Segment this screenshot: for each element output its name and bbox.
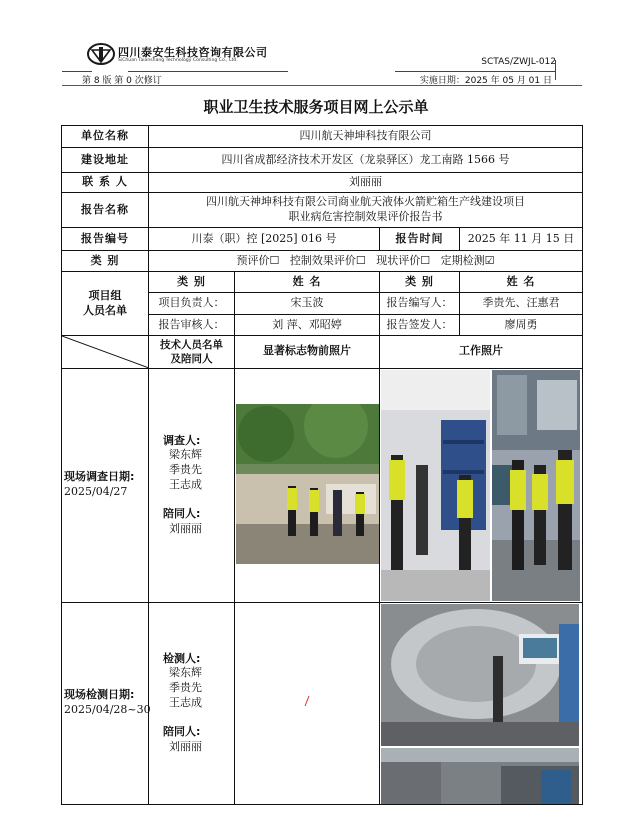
- col-type-header: 类 别: [149, 272, 235, 293]
- category-periodic-test[interactable]: [441, 254, 495, 267]
- edition-info: 第 8 版 第 0 次修订: [82, 76, 162, 86]
- testing-staff-cell: [149, 602, 235, 804]
- escort-name: 刘丽丽: [169, 739, 202, 753]
- survey-sign-photo-cell: [235, 368, 380, 602]
- report-time-label: 报告时间: [380, 228, 460, 251]
- report-name-line-1: 四川航天神坤科技有限公司商业航天液体火箭贮箱生产线建设项目: [206, 195, 526, 209]
- sign-photo-header: 显著标志物前照片: [235, 336, 380, 369]
- contact-label: 联 系 人: [62, 173, 149, 193]
- col-name-header: 姓 名: [235, 272, 380, 293]
- unit-name-label: 单位名称: [62, 126, 149, 148]
- row-survey: [62, 368, 583, 602]
- testing-date-cell: [62, 602, 149, 804]
- category-control-eval-label: 控制效果评价: [289, 253, 356, 267]
- stray-mark: [303, 695, 311, 707]
- survey-work-photo-cell: [380, 368, 583, 602]
- category-status-eval-label: 现状评价: [376, 253, 421, 267]
- testing-work-photo-2: [381, 748, 579, 804]
- row-contact: [62, 173, 583, 193]
- signer-value: 廖周勇: [460, 315, 583, 336]
- investigator-name: 王志成: [169, 478, 202, 492]
- checkbox-icon: ☐: [420, 253, 431, 267]
- escort-label: 陪同人:: [163, 506, 201, 520]
- header-divider: [555, 60, 556, 80]
- contact-value: 刘丽丽: [149, 173, 583, 193]
- category-pre-eval-label: 预评价: [236, 253, 270, 267]
- header-rule: [395, 71, 555, 72]
- address-value: 四川省成都经济技术开发区（龙泉驿区）龙工南路 1566 号: [149, 148, 583, 173]
- company-logo-icon: [86, 42, 116, 66]
- address-label: 建设地址: [62, 148, 149, 173]
- report-name-label: 报告名称: [62, 193, 149, 228]
- signer-label: 报告签发人：: [380, 315, 460, 336]
- tech-staff-header: 技术人员名单 及陪同人: [149, 336, 235, 369]
- investigator-name: 梁东辉: [169, 448, 202, 462]
- unit-name-value: 四川航天神坤科技有限公司: [149, 126, 583, 148]
- investigator-name: 季贵先: [169, 463, 202, 477]
- survey-date-value: 2025/04/27: [64, 485, 128, 499]
- escort-label: 陪同人:: [163, 724, 201, 738]
- team-label: 项目组 人员名单: [62, 272, 149, 336]
- header-rule: [128, 71, 288, 72]
- checkbox-icon: ☐: [355, 253, 366, 267]
- survey-staff-cell: [149, 368, 235, 602]
- survey-work-photo-2: [492, 370, 580, 601]
- reviewer-label: 报告审核人：: [149, 315, 235, 336]
- checked-checkbox-icon: ☑: [484, 253, 495, 267]
- diagonal-line: [62, 336, 148, 368]
- category-label: 类 别: [62, 251, 149, 272]
- page-title: 职业卫生技术服务项目网上公示单: [203, 98, 429, 116]
- row-category: [62, 251, 583, 272]
- category-control-eval[interactable]: [290, 254, 366, 267]
- survey-sign-photo: [236, 404, 379, 564]
- writer-label: 报告编写人：: [380, 293, 460, 315]
- report-name-value: [149, 193, 583, 228]
- checkbox-icon: ☐: [269, 253, 280, 267]
- survey-date-label: 现场调查日期:: [64, 470, 135, 484]
- leader-label: 项目负责人：: [149, 293, 235, 315]
- report-time-value: 2025 年 11 月 15 日: [460, 228, 583, 251]
- investigators-label: 调查人:: [163, 433, 201, 447]
- company-name-cn: 四川泰安生科技咨询有限公司: [118, 46, 268, 59]
- row-unit: [62, 126, 583, 148]
- leader-value: 宋玉波: [235, 293, 380, 315]
- col-type-header-2: 类 别: [380, 272, 460, 293]
- survey-work-photo-1: [381, 370, 490, 601]
- notice-table: [61, 125, 583, 805]
- reviewer-value: 刘 萍、邓昭婷: [235, 315, 380, 336]
- row-testing: [62, 602, 583, 804]
- category-options: [149, 251, 583, 272]
- category-pre-eval[interactable]: [237, 254, 280, 267]
- col-name-header-2: 姓 名: [460, 272, 583, 293]
- testing-sign-photo-cell: [235, 602, 380, 804]
- diagonal-header-cell: [62, 336, 149, 369]
- tester-name: 王志成: [169, 696, 202, 710]
- testing-work-photo-cell: [380, 602, 583, 804]
- writer-value: 季贵先、汪惠君: [460, 293, 583, 315]
- row-address: [62, 148, 583, 173]
- report-no-label: 报告编号: [62, 228, 149, 251]
- header-rule: [62, 71, 92, 72]
- survey-date-cell: [62, 368, 149, 602]
- testing-work-photo-1: [381, 604, 579, 746]
- testers-label: 检测人:: [163, 651, 201, 665]
- document-code: SCTAS/ZWJL-012: [481, 57, 556, 67]
- work-photo-header: 工作照片: [380, 336, 583, 369]
- row-report-name: [62, 193, 583, 228]
- row-report-no: [62, 228, 583, 251]
- testing-date-label: 现场检测日期:: [64, 688, 135, 702]
- tester-name: 季贵先: [169, 681, 202, 695]
- company-name-en: SiChuan Taianshang Technology Consulting Co., Ltd.: [118, 58, 238, 63]
- testing-date-value: 2025/04/28~30: [64, 703, 151, 717]
- row-team-header: [62, 272, 583, 293]
- row-photo-header: [62, 336, 583, 369]
- header-bottom-rule: [62, 85, 582, 86]
- report-name-line-2: 职业病危害控制效果评价报告书: [288, 210, 443, 223]
- escort-name: 刘丽丽: [169, 521, 202, 535]
- tester-name: 梁东辉: [169, 666, 202, 680]
- category-periodic-test-label: 定期检测: [440, 253, 485, 267]
- report-no-value: 川泰（职）控 [2025] 016 号: [149, 228, 380, 251]
- category-status-eval[interactable]: [376, 254, 430, 267]
- implementation-date: 实施日期：2025 年 05 月 01 日: [419, 76, 552, 86]
